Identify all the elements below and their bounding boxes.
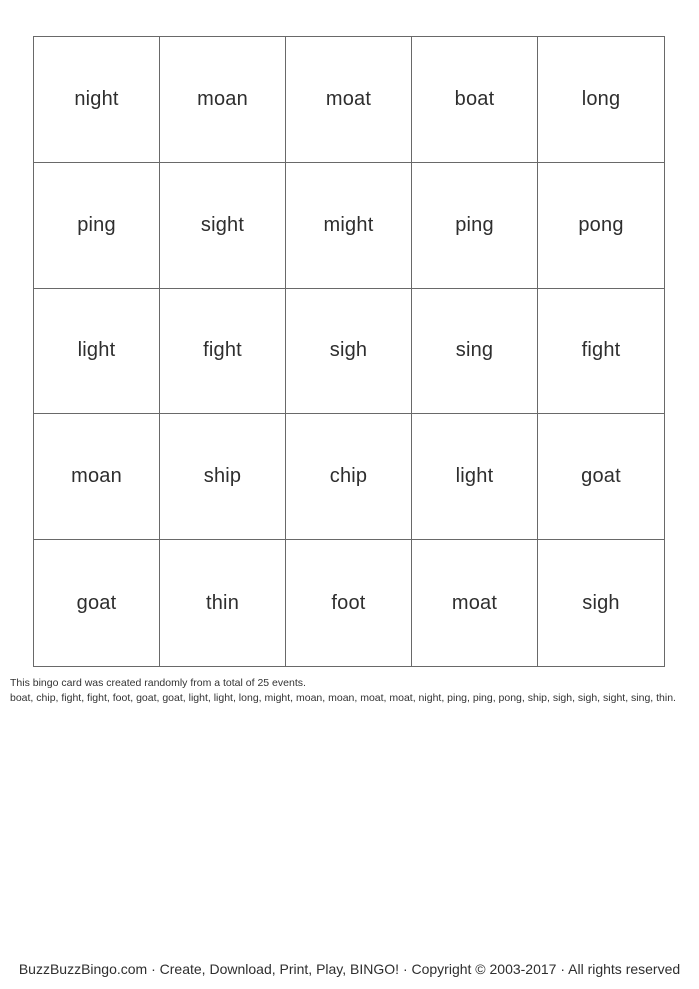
- note-creation-line: This bingo card was created randomly from a total of 25 events.: [10, 677, 306, 689]
- bingo-cell: thin: [160, 540, 286, 666]
- bingo-cell: night: [34, 37, 160, 163]
- bingo-cell: fight: [538, 289, 664, 415]
- bingo-cell: light: [34, 289, 160, 415]
- bingo-cell: might: [286, 163, 412, 289]
- footer-credit: BuzzBuzzBingo.com · Create, Download, Print, Play, BINGO! · Copyright © 2003-2017 · All rights reserved: [18, 961, 681, 977]
- bingo-grid: [33, 36, 665, 667]
- bingo-cell: foot: [286, 540, 412, 666]
- note-word-list: boat, chip, fight, fight, foot, goat, goat, light, light, long, might, moan, moan, moat, moat, night, ping, ping, pong, ship, sigh, sigh, sight, sing, thin.: [10, 692, 676, 704]
- bingo-cell: ship: [160, 414, 286, 540]
- bingo-cell: boat: [412, 37, 538, 163]
- bingo-cell: moat: [412, 540, 538, 666]
- bingo-cell: moat: [286, 37, 412, 163]
- bingo-cell: goat: [538, 414, 664, 540]
- bingo-cell: sing: [412, 289, 538, 415]
- card-notes: [10, 676, 691, 706]
- bingo-cell: goat: [34, 540, 160, 666]
- bingo-cell: pong: [538, 163, 664, 289]
- bingo-cell: sigh: [286, 289, 412, 415]
- bingo-cell: chip: [286, 414, 412, 540]
- bingo-cell: fight: [160, 289, 286, 415]
- bingo-cell: moan: [160, 37, 286, 163]
- bingo-cell: moan: [34, 414, 160, 540]
- bingo-cell: sigh: [582, 591, 620, 614]
- bingo-cell: ping: [412, 163, 538, 289]
- bingo-cell: light: [412, 414, 538, 540]
- bingo-cell: sight: [160, 163, 286, 289]
- bingo-cell: long: [538, 37, 664, 163]
- bingo-cell: ping: [34, 163, 160, 289]
